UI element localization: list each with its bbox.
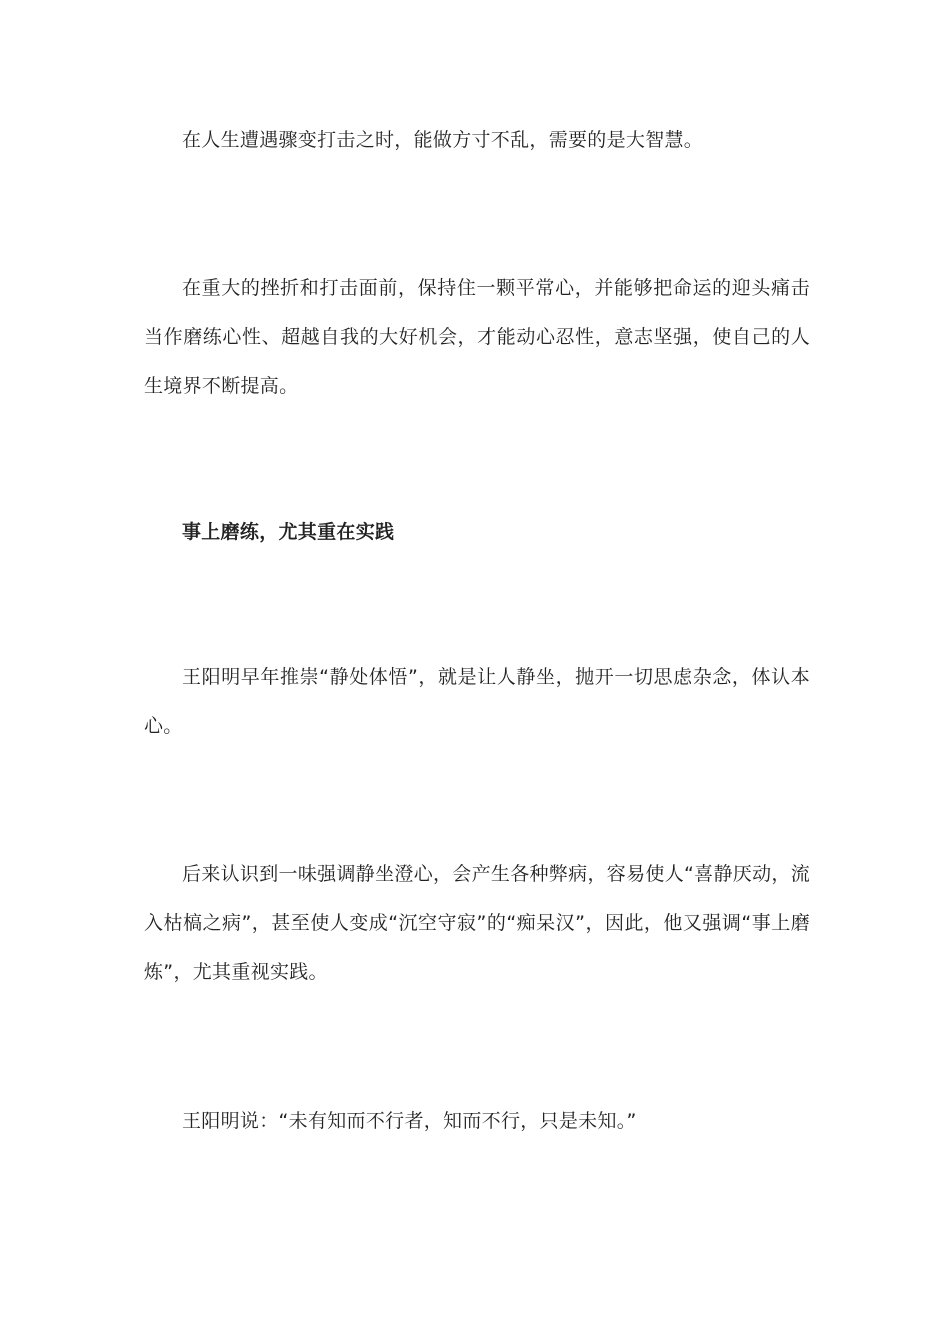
paragraph: 在人生遭遇骤变打击之时，能做方寸不乱，需要的是大智慧。: [182, 129, 704, 151]
paragraph: 后来认识到一味强调静坐澄心，会产生各种弊病，容易使人“喜静厌动，流入枯槁之病”，甚至使人变成“沉空守寂”的“痴呆汉”，因此，他又强调“事上磨炼”，尤其重视实践。: [144, 863, 810, 983]
paragraph: 王阳明早年推崇“静处体悟”，就是让人静坐，抛开一切思虑杂念，体认本心。: [144, 666, 810, 737]
section-heading: 事上磨练，尤其重在实践: [182, 521, 395, 543]
paragraph: 在重大的挫折和打击面前，保持住一颗平常心，并能够把命运的迎头痛击当作磨练心性、超越自我的大好机会，才能动心忍性，意志坚强，使自己的人生境界不断提高。: [144, 277, 810, 397]
paragraph: 王阳明说：“未有知而不行者，知而不行，只是未知。”: [182, 1110, 637, 1132]
